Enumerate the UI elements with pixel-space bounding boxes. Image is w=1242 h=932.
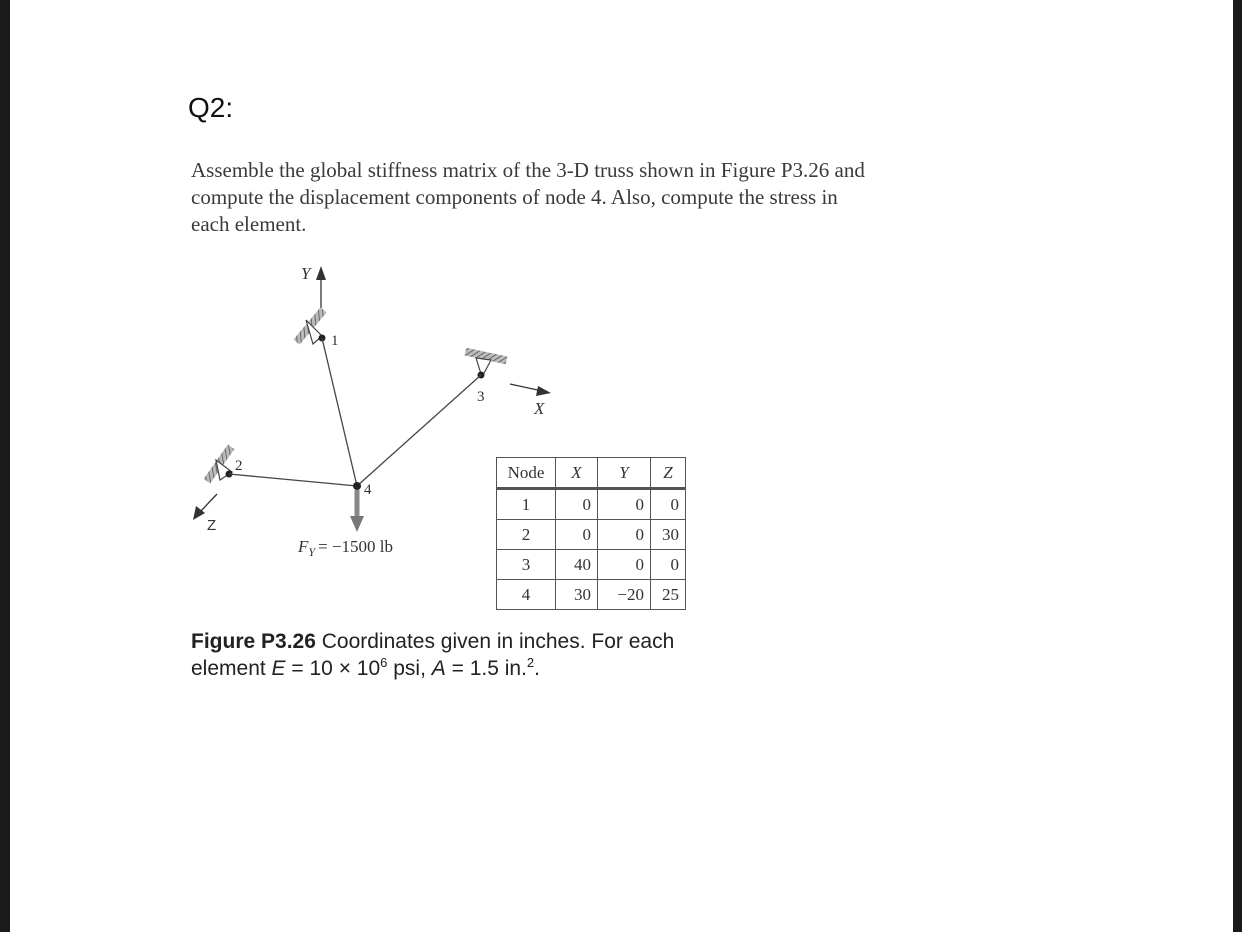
node-4-label: 4 <box>364 482 372 498</box>
member-2-4 <box>229 474 357 486</box>
coordinate-table <box>496 457 686 610</box>
caption-e-unit: psi, <box>387 657 432 680</box>
caption-a-symbol: A <box>431 657 446 680</box>
load-subscript: Y <box>308 545 316 559</box>
support-3 <box>465 348 508 379</box>
caption-line-1 <box>191 628 674 655</box>
caption-a-value: = 1.5 in. <box>445 657 527 680</box>
caption-e-symbol: E <box>271 657 286 680</box>
problem-line-2: compute the displacement components of node 4. Also, compute the stress in <box>191 185 838 209</box>
caption-e-value: = 10 × 10 <box>285 657 381 680</box>
cell-y: 0 <box>598 489 651 520</box>
cell-z: 0 <box>651 489 686 520</box>
load-label <box>297 537 393 559</box>
cell-x: 0 <box>556 489 598 520</box>
caption-e-exponent: 6 <box>380 655 388 670</box>
load-value: = −1500 lb <box>318 537 393 556</box>
cell-x: 40 <box>556 550 598 580</box>
cell-z: 30 <box>651 520 686 550</box>
y-axis-label: Y <box>301 264 311 283</box>
cell-node: 3 <box>497 550 556 580</box>
caption-end: . <box>534 657 540 680</box>
load-arrow <box>350 490 364 532</box>
caption-a-exponent: 2 <box>526 655 535 670</box>
member-1-4 <box>322 338 357 486</box>
cell-z: 0 <box>651 550 686 580</box>
table-row <box>497 489 686 520</box>
figure-caption <box>191 628 674 682</box>
cell-node: 2 <box>497 520 556 550</box>
header-node: Node <box>497 458 556 489</box>
support-2 <box>204 445 235 484</box>
caption-text-1: Coordinates given in inches. For each <box>315 630 675 653</box>
cell-y: 0 <box>598 550 651 580</box>
cell-y: 0 <box>598 520 651 550</box>
node-4 <box>353 482 361 490</box>
cell-x: 30 <box>556 580 598 610</box>
header-z: Z <box>651 458 686 489</box>
caption-line-2 <box>191 655 674 682</box>
y-axis-arrow <box>316 266 326 308</box>
cell-node: 1 <box>497 489 556 520</box>
header-x: X <box>556 458 598 489</box>
question-title: Q2: <box>188 92 234 123</box>
table-row <box>497 520 686 550</box>
z-axis-label: Z <box>207 517 217 534</box>
node-3-label: 3 <box>477 389 485 405</box>
table-header-row <box>497 458 686 489</box>
node-2-label: 2 <box>235 458 243 474</box>
x-axis-arrow <box>510 384 551 396</box>
problem-line-1: Assemble the global stiffness matrix of the 3-D truss shown in Figure P3.26 and <box>191 158 865 182</box>
caption-prefix: element <box>191 657 272 680</box>
member-3-4 <box>357 375 481 486</box>
document-page <box>10 0 1233 932</box>
cell-node: 4 <box>497 580 556 610</box>
cell-z: 25 <box>651 580 686 610</box>
x-axis-label: X <box>534 399 545 418</box>
cell-x: 0 <box>556 520 598 550</box>
load-symbol: F <box>298 537 309 556</box>
cell-y: −20 <box>598 580 651 610</box>
table-row <box>497 580 686 610</box>
problem-line-3: each element. <box>191 212 307 236</box>
caption-label: Figure P3.26 <box>191 630 316 653</box>
node-1-label: 1 <box>331 333 339 349</box>
table-row <box>497 550 686 580</box>
header-y: Y <box>598 458 651 489</box>
